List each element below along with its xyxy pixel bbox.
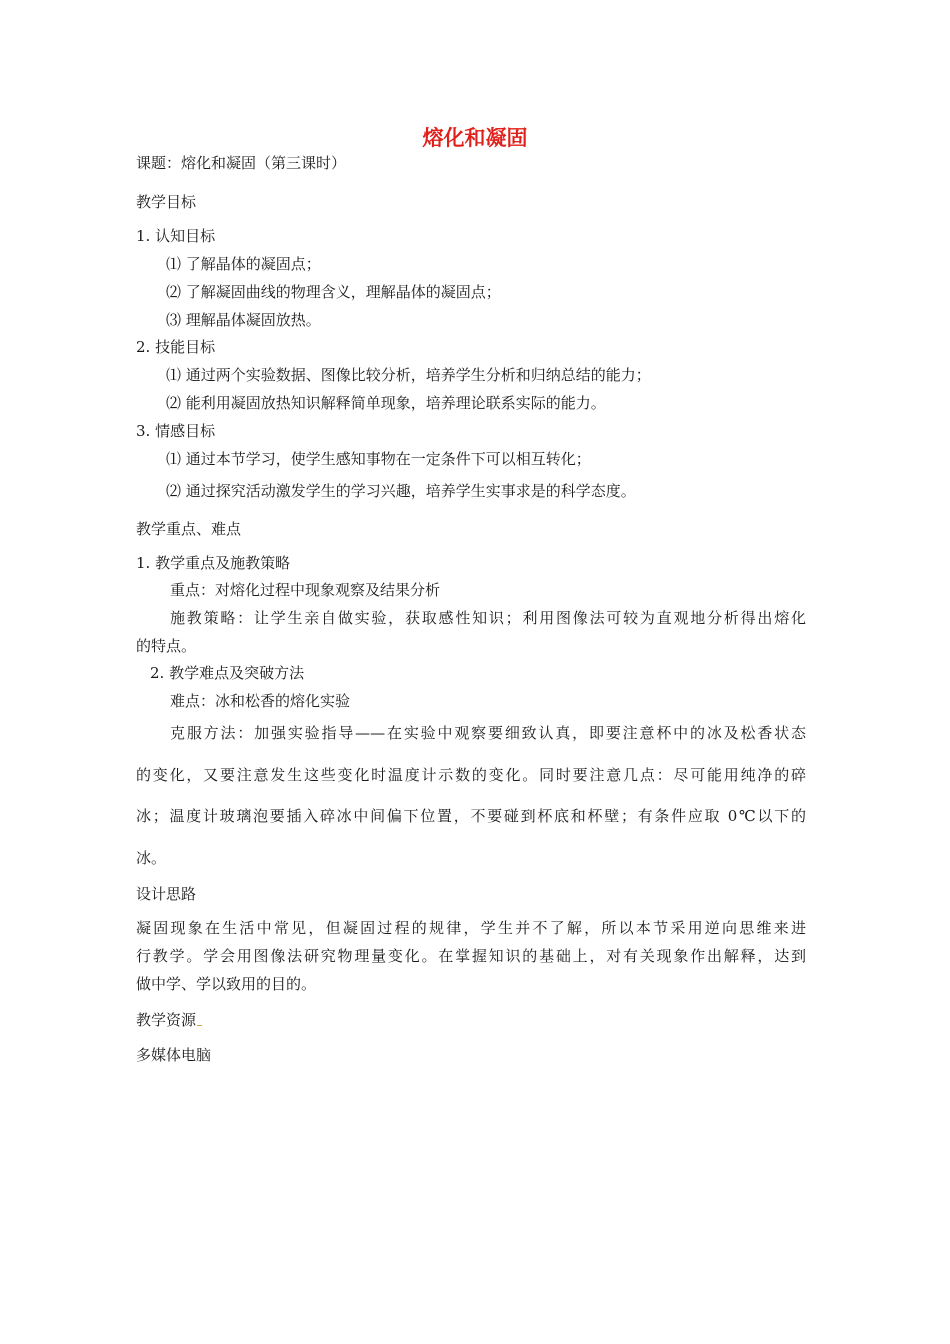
design-heading: 设计思路: [136, 885, 197, 903]
design-line-1: 凝固现象在生活中常见，但凝固过程的规律，学生并不了解，所以本节采用逆向思维来进: [136, 919, 806, 937]
difficulty-method-line-2: 的变化，又要注意发生这些变化时温度计示数的变化。同时要注意几点：尽可能用纯净的碎: [136, 766, 806, 784]
key-strategy-line-2: 的特点。: [136, 637, 197, 655]
lesson-topic: 课题：熔化和凝固（第三课时）: [136, 154, 347, 172]
resources-heading: 教学资源: [136, 1011, 197, 1029]
design-line-2: 行教学。学会用图像法研究物理量变化。在掌握知识的基础上，对有关现象作出解释，达到: [136, 947, 806, 965]
difficulty-method-line-1: 克服方法：加强实验指导——在实验中观察要细致认真，即要注意杯中的冰及松香状态: [170, 724, 806, 742]
objectives-heading: 教学目标: [136, 193, 197, 211]
cognitive-item-2: ⑵ 了解凝固曲线的物理含义，理解晶体的凝固点；: [166, 283, 501, 301]
cognitive-item-1: ⑴ 了解晶体的凝固点；: [166, 255, 321, 273]
difficulty-focus: 难点：冰和松香的熔化实验: [170, 692, 351, 710]
key-strategy-line-1: 施教策略：让学生亲自做实验，获取感性知识；利用图像法可较为直观地分析得出熔化: [170, 609, 806, 627]
skill-item-1: ⑴ 通过两个实验数据、图像比较分析，培养学生分析和归纳总结的能力；: [166, 366, 651, 384]
document-title: 熔化和凝固: [422, 126, 528, 150]
cognitive-item-3: ⑶ 理解晶体凝固放热。: [166, 311, 321, 329]
key-focus: 重点：对熔化过程中现象观察及结果分析: [170, 581, 441, 599]
emotion-item-1: ⑴ 通过本节学习，使学生感知事物在一定条件下可以相互转化；: [166, 450, 591, 468]
key-heading: 1. 教学重点及施教策略: [136, 554, 291, 572]
resources-item: 多媒体电脑: [136, 1046, 212, 1064]
edit-mark-icon: [197, 1022, 202, 1026]
design-line-3: 做中学、学以致用的目的。: [136, 975, 317, 993]
skill-item-2: ⑵ 能利用凝固放热知识解释简单现象，培养理论联系实际的能力。: [166, 394, 606, 412]
emotion-item-2: ⑵ 通过探究活动激发学生的学习兴趣，培养学生实事求是的科学态度。: [166, 482, 636, 500]
key-points-heading: 教学重点、难点: [136, 520, 242, 538]
difficulty-method-line-4: 冰。: [136, 849, 167, 867]
emotion-heading: 3. 情感目标: [136, 422, 216, 440]
difficulty-method-line-3: 冰；温度计玻璃泡要插入碎冰中间偏下位置，不要碰到杯底和杯壁；有条件应取 0℃以下的: [136, 807, 806, 825]
skill-heading: 2. 技能目标: [136, 338, 216, 356]
cognitive-heading: 1. 认知目标: [136, 227, 216, 245]
difficulty-heading: 2. 教学难点及突破方法: [150, 664, 305, 682]
